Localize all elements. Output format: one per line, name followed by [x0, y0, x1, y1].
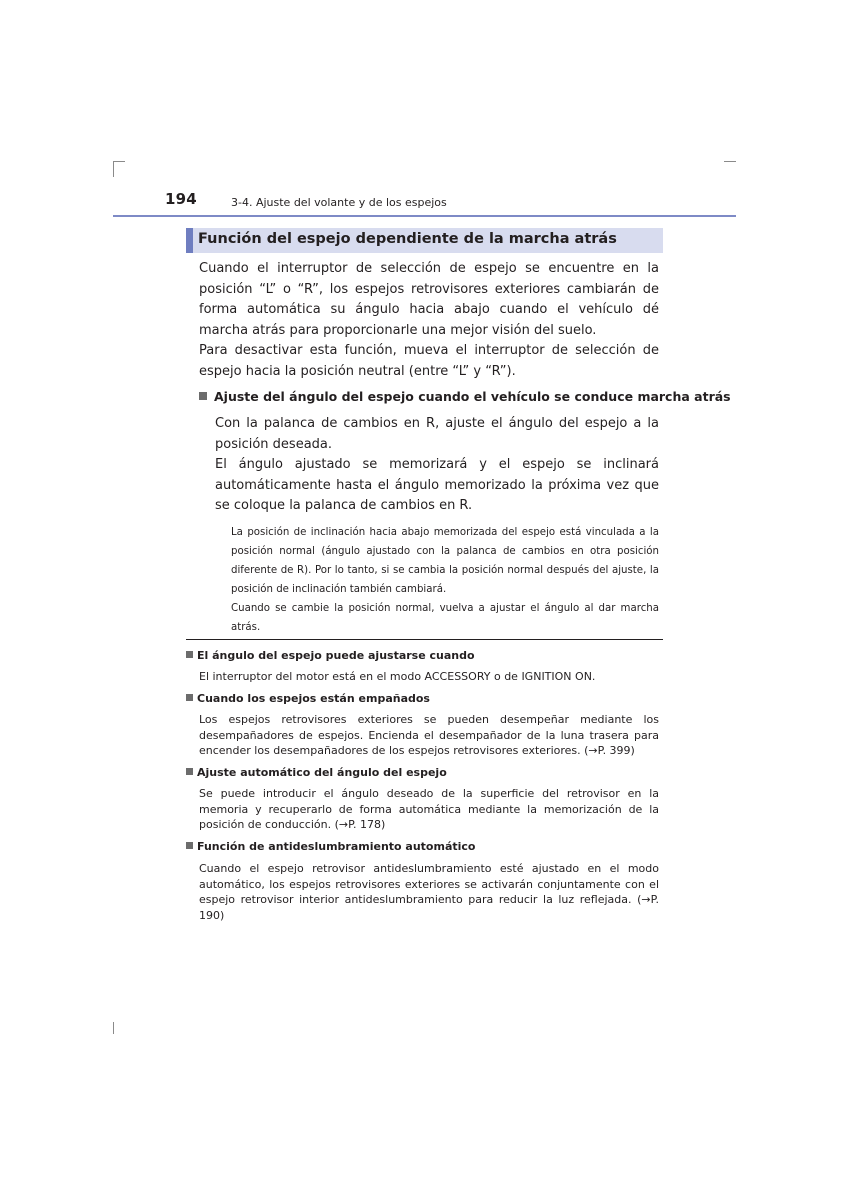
- footnote-heading-text: El ángulo del espejo puede ajustarse cuando: [197, 649, 475, 662]
- footnote-heading-text: Función de antideslumbramiento automático: [197, 840, 476, 853]
- footnote-heading: [186, 766, 447, 779]
- page-number: 194: [165, 190, 197, 208]
- subsection-heading: [199, 389, 731, 404]
- section-body: [199, 259, 659, 383]
- crop-mark-top-left-h: [113, 161, 125, 162]
- subsection-paragraph: El ángulo ajustado se memorizará y el espejo se inclinará automáticamente hasta el ángulo memorizado la próxima vez que se coloque la palanca de cambios en R.: [215, 457, 659, 514]
- square-bullet-icon: [186, 694, 193, 701]
- footnote-body: Los espejos retrovisores exteriores se pueden desempeñar mediante los desempañadores de espejos. Encienda el desempañador de la luna trasera para encender los desempañadores de los espejos retrovisores exteriores. (→P. 399): [199, 713, 659, 757]
- subsection-notes: [231, 523, 659, 637]
- footnote-heading-text: Ajuste automático del ángulo del espejo: [197, 766, 447, 779]
- header-rule: [113, 215, 736, 217]
- section-path: 3-4. Ajuste del volante y de los espejos: [231, 196, 447, 209]
- footnote-heading-text: Cuando los espejos están empañados: [197, 692, 430, 705]
- square-bullet-icon: [186, 651, 193, 658]
- section-title-bar: [186, 228, 663, 253]
- footnote-heading: [186, 840, 475, 853]
- footnotes-divider: [186, 639, 663, 640]
- square-bullet-icon: [186, 768, 193, 775]
- body-paragraph: Cuando el interruptor de selección de espejo se encuentre en la posición “L” o “R”, los espejos retrovisores exteriores cambiarán de forma automática su ángulo hacia abajo cuando el vehículo dé marcha atrás para proporcionarle una mejor visión del suelo.: [199, 261, 659, 338]
- square-bullet-icon: [199, 392, 207, 400]
- square-bullet-icon: [186, 842, 193, 849]
- footnote-heading: [186, 692, 430, 705]
- body-paragraph: Para desactivar esta función, mueva el interruptor de selección de espejo hacia la posición neutral (entre “L” y “R”).: [199, 343, 659, 379]
- section-title: Función del espejo dependiente de la marcha atrás: [198, 231, 617, 247]
- footnote-body: Se puede introducir el ángulo deseado de la superficie del retrovisor en la memoria y recuperarlo de forma automática mediante la memorización de la posición de conducción. (→P. 178): [199, 787, 659, 831]
- subsection-heading-text: Ajuste del ángulo del espejo cuando el vehículo se conduce marcha atrás: [214, 389, 731, 404]
- subsection-body: [215, 414, 659, 517]
- crop-mark-top-left: [113, 161, 114, 177]
- footnote-body: Cuando el espejo retrovisor antideslumbramiento esté ajustado en el modo automático, los espejos retrovisores exteriores se activarán conjuntamente con el espejo retrovisor interior antideslumbramiento para reducir la luz reflejada. (→P. 190): [199, 862, 659, 922]
- crop-mark-bottom-left: [113, 1022, 114, 1034]
- note-paragraph: Cuando se cambie la posición normal, vuelva a ajustar el ángulo al dar marcha atrás.: [231, 603, 659, 633]
- footnote-body: El interruptor del motor está en el modo ACCESSORY o de IGNITION ON.: [199, 670, 596, 683]
- note-paragraph: La posición de inclinación hacia abajo memorizada del espejo está vinculada a la posición normal (ángulo ajustado con la palanca de cambios en otra posición diferente de R). Por lo tanto, si se cambia la posición normal después del ajuste, la posición de inclinación también cambiará.: [231, 527, 659, 595]
- footnote-heading: [186, 649, 475, 662]
- crop-mark-top-right: [724, 161, 736, 162]
- subsection-paragraph: Con la palanca de cambios en R, ajuste el ángulo del espejo a la posición deseada.: [215, 416, 659, 452]
